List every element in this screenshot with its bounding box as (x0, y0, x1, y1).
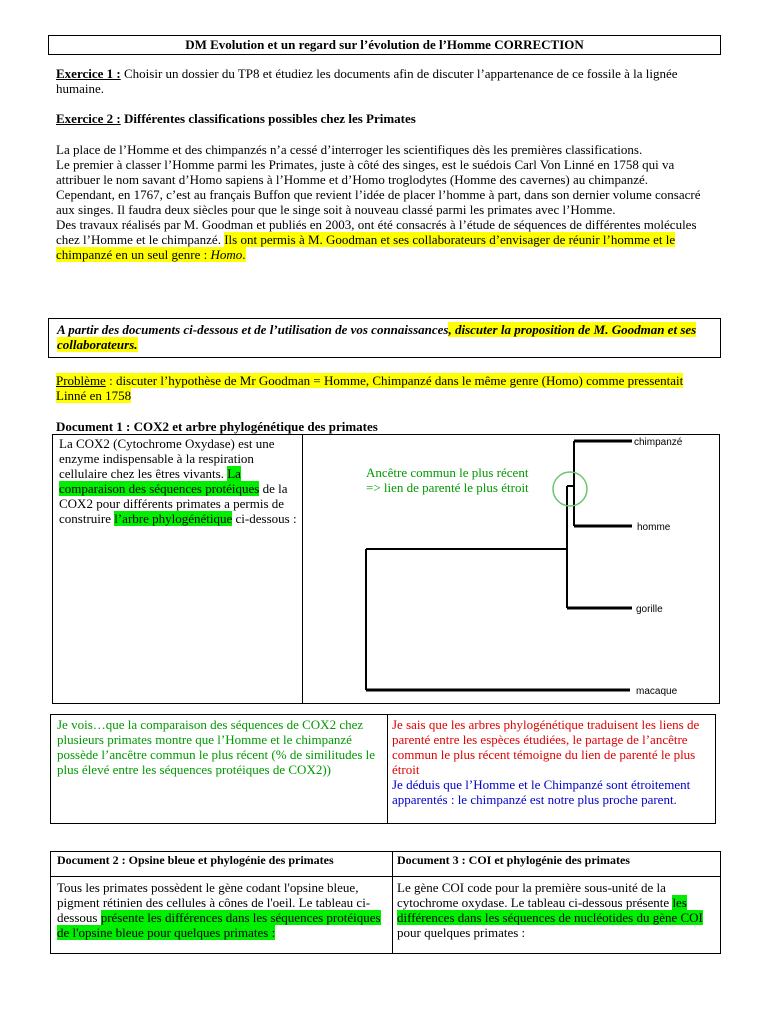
problem-statement (56, 373, 706, 403)
task-box (48, 318, 721, 358)
intro-text (56, 142, 718, 262)
taxon-macaque: macaque (636, 686, 678, 697)
exercise-2-title: Différentes classifications possibles chez les Primates (120, 111, 416, 126)
intro-paragraph-4: Des travaux réalisés par M. Goodman et publiés en 2003, ont été consacrés à l’étude de séquences de différentes molécules chez l’Homme et le chimpanzé. Ils ont permis à M. Goodman et ses collaborateurs d’envisager de réunir l’homme et le chimpanzé en un seul genre : Homo. (56, 217, 697, 262)
analysis-observation: Je vois…que la comparaison des séquences de COX2 chez plusieurs primates montre que l’Homme et le chimpanzé possède l’ancêtre commun le plus récent (% de similitudes le plus élevé entre les séquences protéiques de COX2)) (57, 717, 376, 777)
problem-label: Problème (56, 373, 106, 388)
exercise-1 (56, 66, 716, 96)
doc1-description: La COX2 (Cytochrome Oxydase) est une enzyme indispensable à la respiration cellulaire chez les êtres vivants. La comparaison des séquences protéiques de la COX2 pour différents primates a permis de construire l’arbre phylogénétique ci-dessous : (59, 436, 297, 526)
analysis-table (50, 714, 716, 824)
analysis-interpretation (388, 716, 716, 808)
doc2-heading: Document 2 : Opsine bleue et phylogénie des primates (57, 853, 334, 867)
intro-paragraph-1: La place de l’Homme et des chimpanzés n’a cessé d’interroger les scientifiques dès les premières classifications. (56, 142, 643, 157)
exercise-1-text: Choisir un dossier du TP8 et étudiez les documents afin de discuter l’appartenance de ce fossile à la lignée humaine. (56, 66, 678, 96)
doc3-heading: Document 3 : COI et phylogénie des primates (397, 853, 630, 867)
exercise-1-label: Exercice 1 : (56, 66, 121, 81)
task-highlight: , discuter la proposition de M. Goodman et ses collaborateurs. (57, 322, 697, 352)
intro-paragraph-3: Cependant, en 1767, c’est au français Buffon que revient l’idée de placer l’homme à part, dans son dernier volume consacré aux singes. Il faudra deux siècles pour que le singe soit à nouveau classé parmi les primates avec l’Homme. (56, 187, 701, 217)
title-box (48, 35, 721, 55)
doc2-description: Tous les primates possèdent le gène codant l'opsine bleue, pigment rétinien des cellules à cônes de l'oeil. Le tableau ci-dessous présente les différences dans les séquences protéiques de l'opsine bleue pour quelques primates : (57, 880, 381, 940)
intro-paragraph-2: Le premier à classer l’Homme parmi les Primates, juste à côté des singes, est le suédois Carl Von Linné en 1758 qui va attribuer le nom savant d’Homo sapiens à l’Homme et d’Homo troglodytes (Homme des cavernes) au chimpanzé. (56, 157, 675, 187)
taxon-chimpanzee: chimpanzé (634, 437, 683, 448)
taxon-human: homme (637, 522, 671, 533)
task-text: A partir des documents ci-dessous et de l’utilisation de vos connaissances (57, 322, 449, 337)
page-title: DM Evolution et un regard sur l’évolution de l’Homme CORRECTION (185, 37, 584, 52)
doc3-description: Le gène COI code pour la première sous-unité de la cytochrome oxydase. Le tableau ci-dessous présente les différences dans les séquences de nucléotides du gène COI pour quelques primates : (397, 880, 703, 940)
common-ancestor-circle (553, 472, 587, 506)
problem-text: : discuter l’hypothèse de Mr Goodman = Homme, Chimpanzé dans le même genre (Homo) comme pressentait Linné en 1758 (56, 373, 684, 403)
exercise-2-label: Exercice 2 : (56, 111, 121, 126)
tree-annotation: Ancêtre commun le plus récent => lien de parenté le plus étroit (366, 465, 529, 495)
analysis-deduction: Je déduis que l’Homme et le Chimpanzé sont étroitement apparentés : le chimpanzé est notre plus proche parent. (392, 777, 691, 807)
docs-2-3-table (50, 851, 721, 954)
doc1-heading: Document 1 : COX2 et arbre phylogénétique des primates (56, 419, 378, 434)
taxon-gorilla: gorille (636, 604, 663, 615)
analysis-knowledge: Je sais que les arbres phylogénétique traduisent les liens de parenté entre les espèces étudiées, le partage de l’ancêtre commun le plus récent témoigne du lien de parenté le plus étroit (392, 717, 700, 777)
exercise-2-heading (56, 111, 716, 126)
